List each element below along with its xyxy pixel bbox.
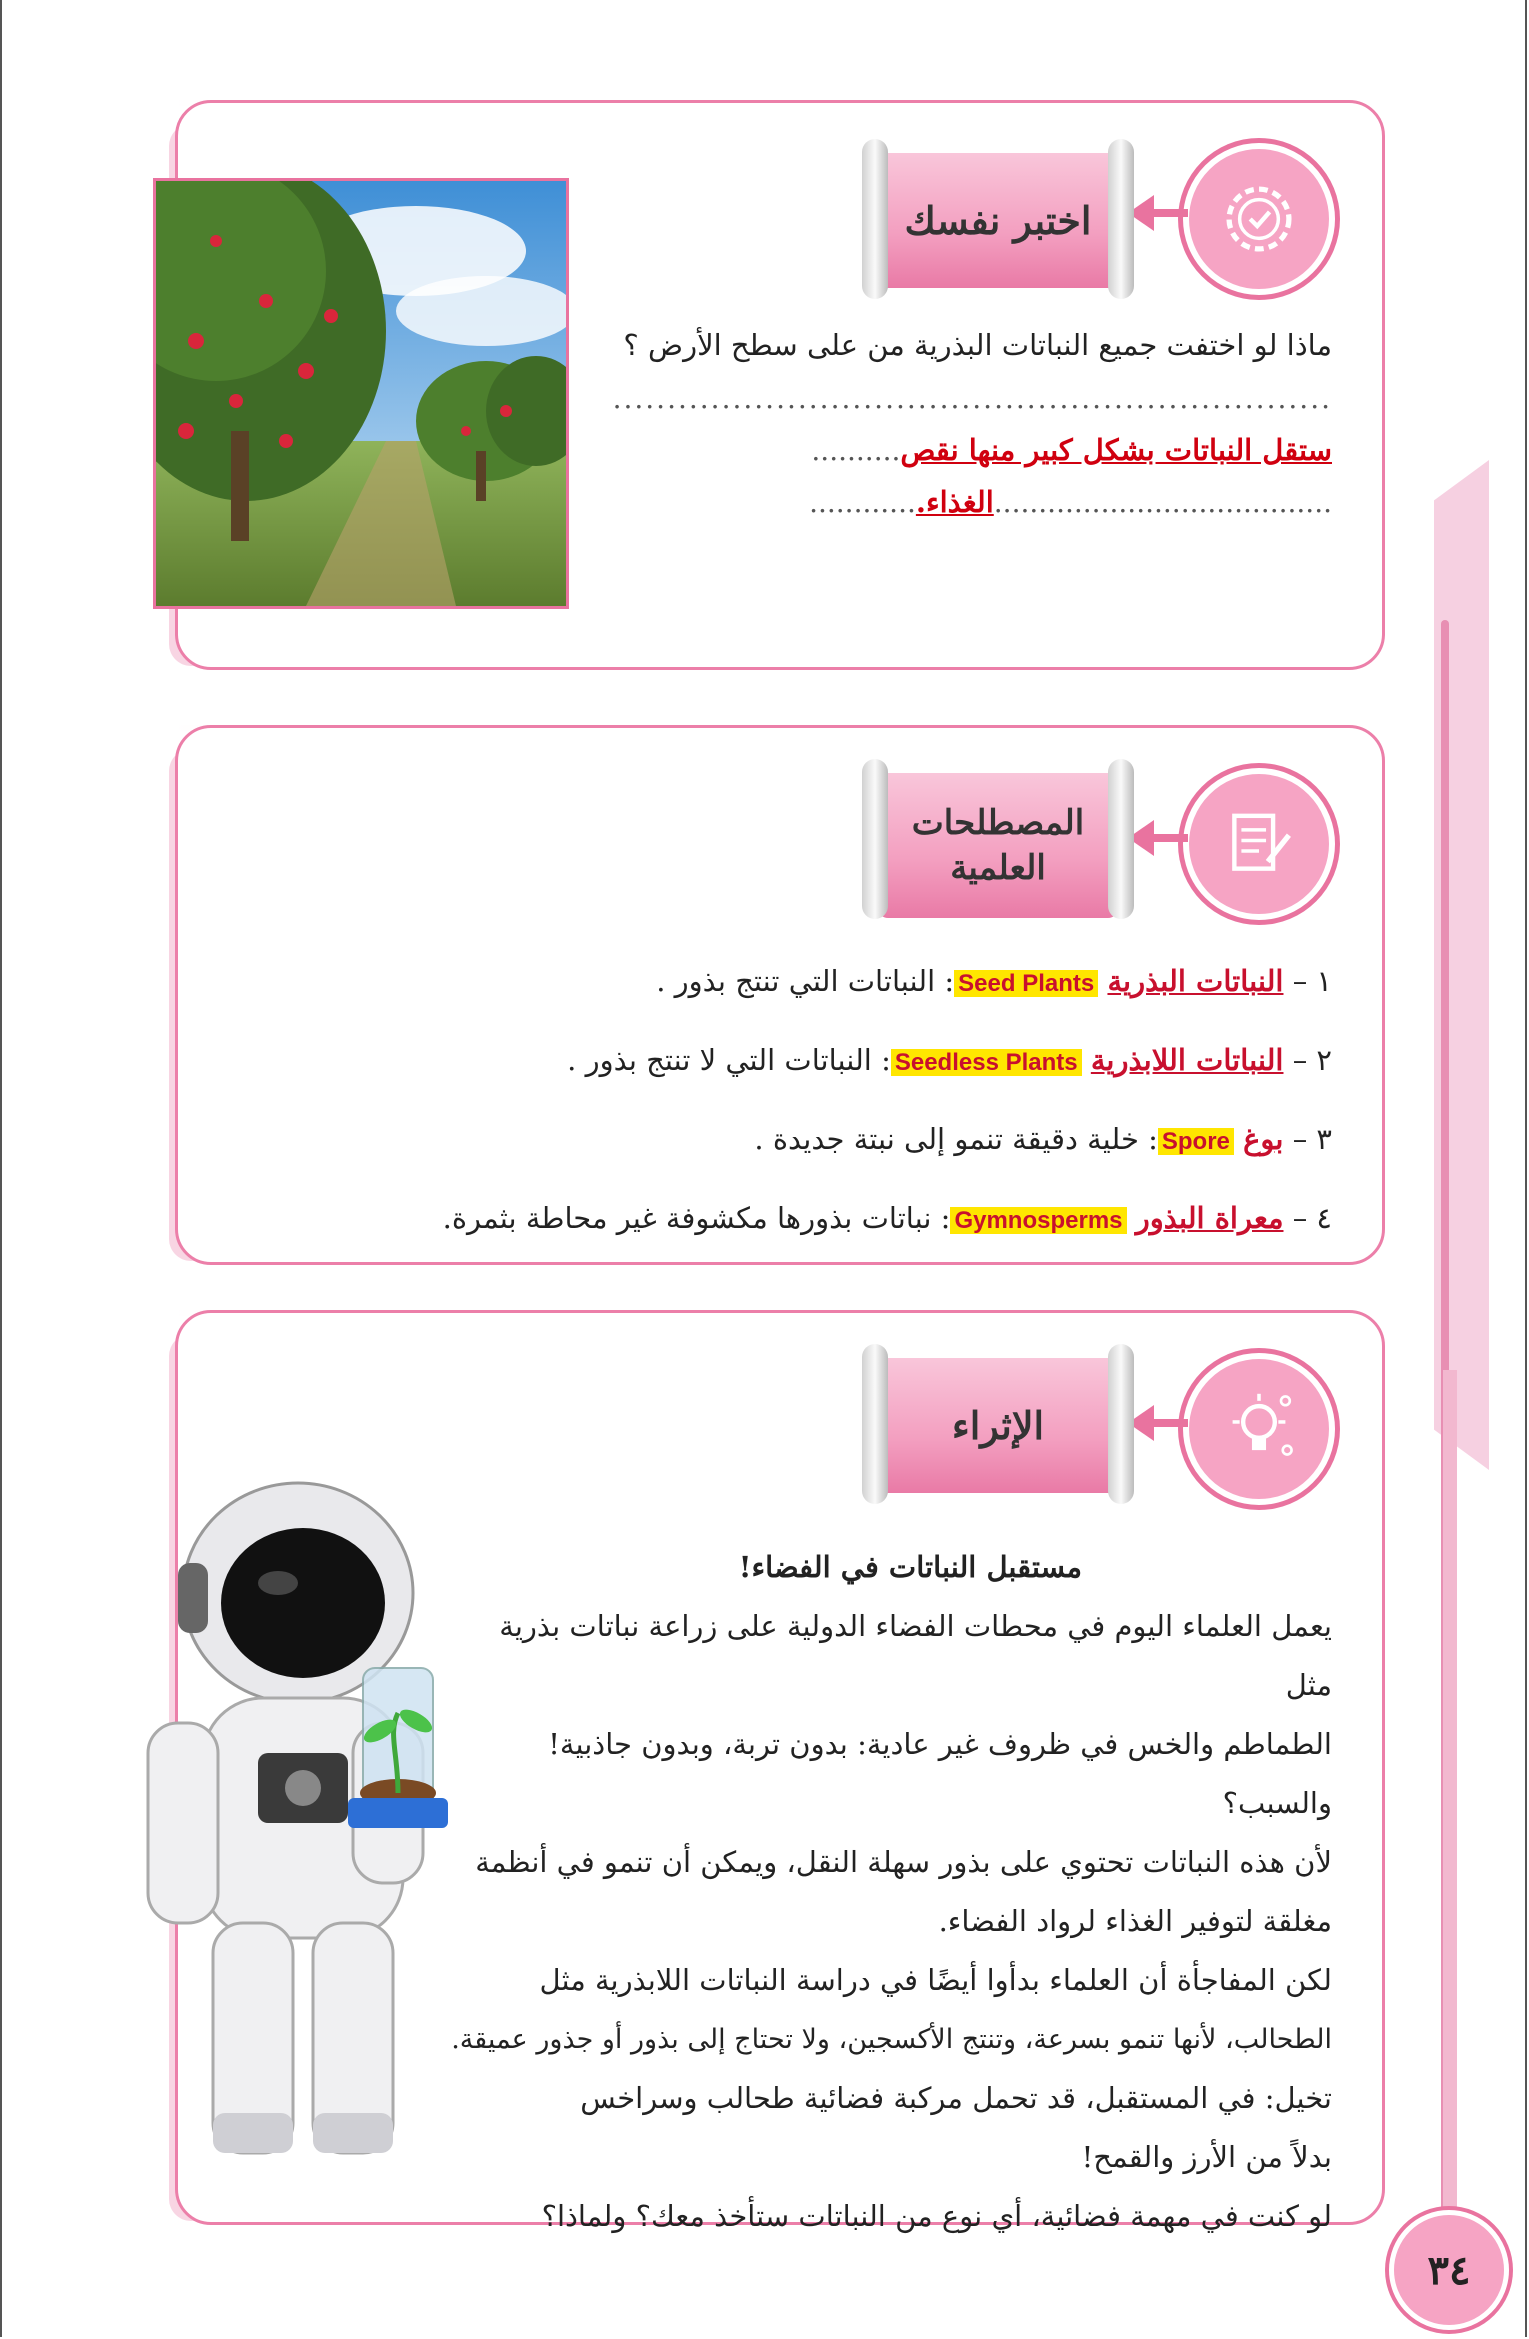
settings-check-icon (1183, 143, 1335, 295)
term-english: Seed Plants (954, 970, 1098, 997)
section-banner (878, 153, 1118, 288)
paragraph-line: لكن المفاجأة أن العلماء بدأوا أيضًا في دراسة النباتات اللابذرية مثل (539, 1963, 1332, 1997)
terms-card (175, 725, 1385, 1265)
term-definition: : النباتات التي تنتج بذور . (656, 964, 955, 998)
paragraph-line: مغلقة لتوفير الغذاء لرواد الفضاء. (938, 1904, 1332, 1938)
term-item: ٢ – النباتات اللابذرية Seedless Plants: النباتات التي لا تنتج بذور . (567, 1043, 1332, 1077)
lightbulb-idea-icon (1183, 1353, 1335, 1505)
page-number: ٣٤ (1389, 2210, 1509, 2330)
banner-connector (1148, 834, 1188, 842)
paragraph-line: بدلاً من الأرز والقمح! (1081, 2140, 1332, 2174)
blank-dots: ...................................... (993, 486, 1332, 519)
term-item: ٣ – بوغ Spore: خلية دقيقة تنمو إلى نبتة جديدة . (754, 1122, 1332, 1156)
terms-list (232, 943, 1332, 1259)
term-definition: : خلية دقيقة تنمو إلى نبتة جديدة . (754, 1122, 1158, 1156)
paragraph-line: الطحالب، لأنها تنمو بسرعة، وتنتج الأكسجين، ولا تحتاج إلى بذور أو جذور عميقة. (451, 2024, 1332, 2055)
term-english: Spore (1158, 1128, 1234, 1155)
answer-text: ستقل النباتات بشكل كبير منها نقص (900, 433, 1332, 467)
section-banner (878, 773, 1118, 918)
term-arabic: معراة البذور (1135, 1201, 1284, 1235)
blank-dots: ............ (809, 486, 916, 519)
paragraph-line: تخيل: في المستقبل، قد تحمل مركبة فضائية طحالب وسراخس (580, 2081, 1332, 2115)
term-arabic: النباتات اللابذرية (1090, 1043, 1284, 1077)
term-definition: : النباتات التي لا تنتج بذور . (567, 1043, 891, 1077)
blank-line: .................................................................. (612, 382, 1332, 415)
document-pen-icon (1183, 768, 1335, 920)
test-yourself-card (175, 100, 1385, 670)
term-arabic: النباتات البذرية (1107, 964, 1284, 998)
paragraph-line: لو كنت في مهمة فضائية، أي نوع من النباتات ستأخذ معك؟ ولماذا؟ (541, 2199, 1332, 2233)
question-text: ماذا لو اختفت جميع النباتات البذرية من على سطح الأرض ؟ (623, 328, 1332, 362)
banner-connector (1148, 209, 1188, 217)
term-item: ١ – النباتات البذرية Seed Plants: النباتات التي تنتج بذور . (656, 964, 1332, 998)
section-title: الإثراء (951, 1402, 1045, 1448)
paragraph-line: الطماطم والخس في ظروف غير عادية: بدون تربة، وبدون جاذبية! والسبب؟ (548, 1727, 1332, 1820)
blank-dots: .......... (811, 434, 901, 467)
section-title: اختبر نفسك (904, 197, 1092, 243)
paragraph-line: يعمل العلماء اليوم في محطات الفضاء الدولية على زراعة نباتات بذرية مثل (499, 1609, 1332, 1702)
section-banner (878, 1358, 1118, 1493)
banner-connector (1148, 1419, 1188, 1427)
term-item: ٤ – معراة البذور Gymnosperms: نباتات بذورها مكشوفة غير محاطة بثمرة. (442, 1201, 1332, 1235)
enrichment-card (175, 1310, 1385, 2233)
section-title-line1: المصطلحات (911, 803, 1085, 844)
term-definition: : نباتات بذورها مكشوفة غير محاطة بثمرة. (442, 1201, 951, 1235)
enrichment-heading: مستقبل النباتات في الفضاء! (738, 1550, 1082, 1584)
astronaut-illustration (118, 1473, 478, 2193)
apple-orchard-photo (153, 178, 569, 609)
term-english: Seedless Plants (891, 1049, 1082, 1076)
answer-text: الغذاء. (915, 485, 994, 519)
paragraph-line: لأن هذه النباتات تحتوي على بذور سهلة النقل، ويمكن أن تنمو في أنظمة (475, 1845, 1332, 1879)
term-arabic: بوغ (1243, 1122, 1284, 1156)
term-english: Gymnosperms (950, 1207, 1126, 1234)
side-line-lower (1443, 1370, 1457, 2330)
section-title-line2: العلمية (950, 847, 1046, 888)
